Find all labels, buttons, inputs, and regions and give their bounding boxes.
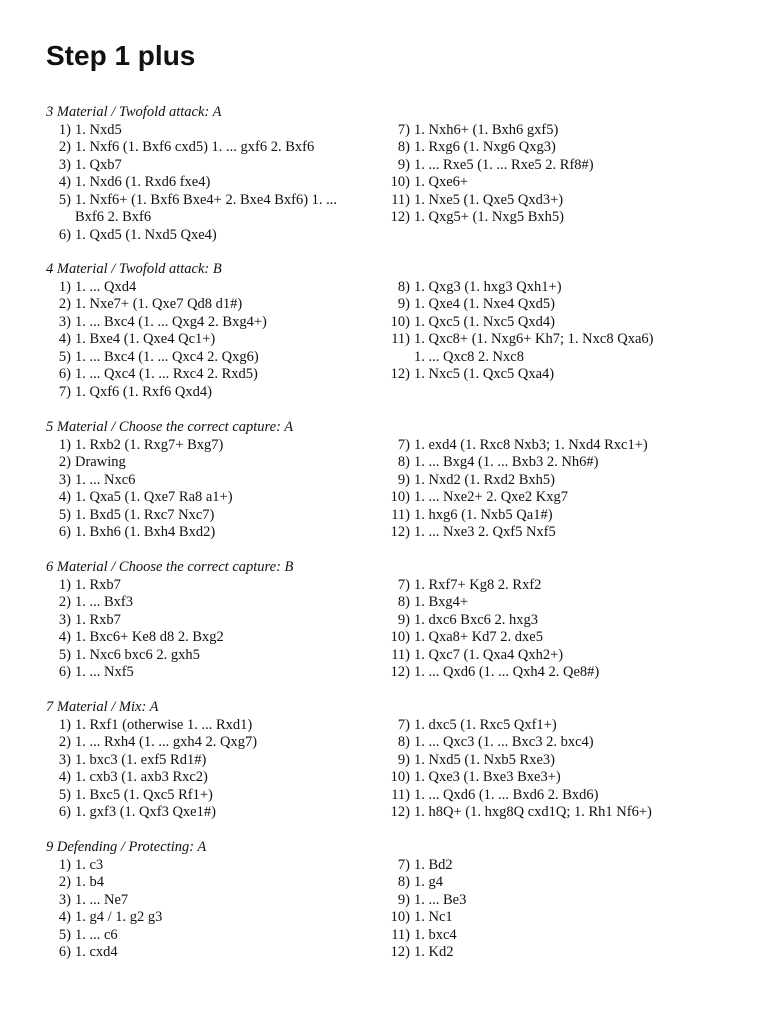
answer-item — [382, 507, 662, 525]
answer-item — [46, 524, 364, 542]
answer-item — [46, 874, 364, 892]
answer-moves: 1. Nxc6 bxc6 2. gxh5 — [75, 646, 200, 663]
answer-moves: 1. ... c6 — [75, 926, 118, 943]
answer-item — [46, 857, 364, 875]
answer-moves: 1. Nxc5 (1. Qxc5 Qxa4) — [414, 366, 555, 382]
answer-number: 6) — [58, 804, 71, 820]
answer-number: 8) — [397, 278, 410, 295]
answer-moves: 1. cxd4 — [75, 944, 118, 960]
answer-moves: 1. Qxa8+ Kd7 2. dxe5 — [414, 629, 543, 645]
answer-moves: 1. ... Be3 — [414, 891, 467, 908]
answer-item — [46, 366, 364, 384]
answer-number: 10) — [390, 909, 410, 925]
answer-moves: 1. Bxe4 (1. Qxe4 Qc1+) — [75, 331, 216, 347]
answer-moves: 1. exd4 (1. Rxc8 Nxb3; 1. Nxd4 Rxc1+) — [414, 436, 648, 453]
answer-item — [382, 489, 662, 507]
answer-number: 12) — [390, 366, 410, 382]
answer-moves: 1. Rxf1 (otherwise 1. ... Rxd1) — [75, 716, 253, 733]
answer-moves: 1. Nxh6+ (1. Bxh6 gxf5) — [414, 121, 559, 138]
answer-number: 6) — [58, 524, 71, 540]
answer-moves: 1. Qxc8+ (1. Nxg6+ Kh7; 1. Nxc8 Qxa6) 1. ... Qxc8 2. Nxc8 — [414, 331, 654, 365]
answer-moves: 1. Qxg5+ (1. Nxg5 Bxh5) — [414, 209, 564, 225]
answer-moves: 1. Bxc5 (1. Qxc5 Rf1+) — [75, 786, 213, 803]
answer-item — [46, 892, 364, 910]
answer-moves: 1. Bxg4+ — [414, 594, 469, 610]
answers-left-column — [46, 717, 376, 822]
answer-number: 11) — [391, 506, 410, 523]
answers-right-column — [382, 437, 722, 542]
answer-number: 2) — [58, 139, 71, 155]
answer-number: 8) — [397, 454, 410, 470]
answer-item — [46, 279, 364, 297]
answer-moves: 1. Qxf6 (1. Rxf6 Qxd4) — [75, 383, 212, 400]
answers-right-column — [382, 577, 722, 682]
answer-item — [382, 174, 662, 192]
answer-item — [46, 927, 364, 945]
answer-number: 3) — [58, 891, 71, 908]
answer-number: 11) — [391, 331, 410, 347]
answer-moves: 1. Qxe4 (1. Nxe4 Qxd5) — [414, 296, 555, 312]
answer-moves: 1. Qxe3 (1. Bxe3 Bxe3+) — [414, 769, 561, 785]
answer-moves: 1. ... Bxc4 (1. ... Qxg4 2. Bxg4+) — [75, 313, 267, 330]
answer-number: 2) — [58, 454, 71, 470]
answer-moves: 1. ... Qxd6 (1. ... Qxh4 2. Qe8#) — [414, 664, 600, 680]
answer-moves: 1. ... Nxe2+ 2. Qxe2 Kxg7 — [414, 489, 568, 505]
answer-item — [382, 664, 662, 682]
answer-item — [46, 664, 364, 682]
answer-item — [46, 752, 364, 770]
answer-item — [46, 769, 364, 787]
answer-item — [46, 296, 364, 314]
answer-item — [382, 472, 662, 490]
answer-number: 9) — [397, 751, 410, 768]
answer-moves: 1. ... Rxh4 (1. ... gxh4 2. Qxg7) — [75, 734, 258, 750]
answer-number: 2) — [58, 734, 71, 750]
page-title: Step 1 plus — [46, 40, 196, 71]
answer-number: 5) — [58, 191, 71, 208]
answers-left-column — [46, 577, 376, 682]
answer-moves: 1. c3 — [75, 856, 104, 873]
answer-number: 9) — [397, 891, 410, 908]
answer-number: 1) — [58, 716, 71, 733]
section-title: 9 Defending / Protecting: A — [46, 839, 207, 855]
answer-item — [46, 909, 364, 927]
answer-number: 1) — [58, 576, 71, 593]
answer-item — [382, 944, 662, 962]
answer-item — [46, 192, 364, 227]
answer-moves: 1. h8Q+ (1. hxg8Q cxd1Q; 1. Rh1 Nf6+) — [414, 804, 652, 820]
answer-item — [46, 314, 364, 332]
answer-item — [382, 892, 662, 910]
answer-item — [382, 857, 662, 875]
answers-left-column — [46, 857, 376, 962]
answer-item — [382, 296, 662, 314]
answer-number: 12) — [390, 524, 410, 540]
answer-number: 3) — [58, 611, 71, 628]
answer-number: 6) — [58, 366, 71, 382]
section-title: 5 Material / Choose the correct capture: A — [46, 419, 294, 435]
answer-moves: 1. Qxd5 (1. Nxd5 Qxe4) — [75, 226, 217, 243]
answer-number: 5) — [58, 506, 71, 523]
answer-item — [382, 787, 662, 805]
answer-item — [46, 384, 364, 402]
answer-moves: 1. Bxc6+ Ke8 d8 2. Bxg2 — [75, 629, 224, 645]
answer-number: 3) — [58, 156, 71, 173]
answer-number: 12) — [390, 209, 410, 225]
answer-item — [46, 157, 364, 175]
answers-right-column — [382, 857, 722, 962]
answer-number: 7) — [397, 436, 410, 453]
answers-left-column — [46, 122, 376, 245]
answer-number: 12) — [390, 664, 410, 680]
answer-number: 1) — [58, 436, 71, 453]
answer-moves: 1. Rxb7 — [75, 611, 121, 628]
section-title: 7 Material / Mix: A — [46, 699, 159, 715]
answer-item — [46, 139, 364, 157]
answer-moves: 1. ... Bxf3 — [75, 594, 133, 610]
answer-item — [382, 594, 662, 612]
answer-number: 10) — [390, 313, 410, 330]
answer-moves: 1. b4 — [75, 874, 104, 890]
answer-moves: 1. Nxf6 (1. Bxf6 cxd5) 1. ... gxf6 2. Bxf6 — [75, 139, 315, 155]
answer-moves: 1. Rxf7+ Kg8 2. Rxf2 — [414, 576, 542, 593]
answer-number: 7) — [397, 576, 410, 593]
answer-number: 10) — [390, 769, 410, 785]
answer-moves: 1. ... Ne7 — [75, 891, 129, 908]
answer-item — [46, 472, 364, 490]
answer-item — [382, 209, 662, 227]
answer-item — [382, 331, 662, 366]
answer-number: 5) — [58, 646, 71, 663]
answer-number: 7) — [397, 121, 410, 138]
answer-item — [382, 909, 662, 927]
answer-number: 4) — [58, 769, 71, 785]
answer-number: 9) — [397, 156, 410, 173]
answer-moves: 1. bxc4 — [414, 926, 457, 943]
answer-moves: 1. Qxc5 (1. Nxc5 Qxd4) — [414, 313, 555, 330]
answer-number: 9) — [397, 471, 410, 488]
answers-right-column — [382, 717, 722, 822]
answer-number: 3) — [58, 313, 71, 330]
answer-number: 2) — [58, 594, 71, 610]
answer-moves: 1. Qxa5 (1. Qxe7 Ra8 a1+) — [75, 489, 233, 505]
answer-moves: 1. ... Qxc3 (1. ... Bxc3 2. bxc4) — [414, 734, 594, 750]
answer-moves: 1. Nxe5 (1. Qxe5 Qxd3+) — [414, 191, 564, 208]
answer-moves: 1. dxc5 (1. Rxc5 Qxf1+) — [414, 716, 557, 733]
answer-moves: 1. ... Qxd6 (1. ... Bxd6 2. Bxd6) — [414, 786, 599, 803]
answer-item — [382, 752, 662, 770]
answer-number: 4) — [58, 174, 71, 190]
answer-moves: 1. dxc6 Bxc6 2. hxg3 — [414, 611, 539, 628]
answer-number: 2) — [58, 296, 71, 312]
section-title: 3 Material / Twofold attack: A — [46, 104, 222, 120]
answer-number: 8) — [397, 594, 410, 610]
section-title: 4 Material / Twofold attack: B — [46, 261, 222, 277]
answer-number: 11) — [391, 191, 410, 208]
answer-number: 4) — [58, 909, 71, 925]
answer-number: 12) — [390, 944, 410, 960]
answer-number: 8) — [397, 734, 410, 750]
answer-item — [382, 577, 662, 595]
answer-item — [46, 804, 364, 822]
answer-item — [46, 944, 364, 962]
answer-moves: 1. Bd2 — [414, 856, 453, 873]
section-title: 6 Material / Choose the correct capture: B — [46, 559, 294, 575]
answer-number: 2) — [58, 874, 71, 890]
answer-item — [46, 349, 364, 367]
answer-moves: 1. g4 / 1. g2 g3 — [75, 909, 163, 925]
answer-moves: 1. ... Qxc4 (1. ... Rxc4 2. Rxd5) — [75, 366, 258, 382]
answer-number: 1) — [58, 278, 71, 295]
answer-moves: 1. gxf3 (1. Qxf3 Qxe1#) — [75, 804, 216, 820]
answer-number: 8) — [397, 874, 410, 890]
answer-item — [382, 122, 662, 140]
answer-item — [382, 804, 662, 822]
answer-moves: 1. Rxb2 (1. Rxg7+ Bxg7) — [75, 436, 224, 453]
answer-moves: 1. Rxb7 — [75, 576, 121, 593]
answer-item — [46, 331, 364, 349]
answer-item — [46, 122, 364, 140]
answer-moves: 1. Nxd6 (1. Rxd6 fxe4) — [75, 174, 211, 190]
answer-moves: 1. ... Nxf5 — [75, 664, 134, 680]
answer-number: 5) — [58, 926, 71, 943]
answer-moves: 1. Rxg6 (1. Nxg6 Qxg3) — [414, 139, 556, 155]
answer-moves: 1. ... Nxc6 — [75, 471, 136, 488]
answer-number: 11) — [391, 646, 410, 663]
answer-number: 3) — [58, 751, 71, 768]
answer-number: 4) — [58, 489, 71, 505]
answer-number: 10) — [390, 629, 410, 645]
answer-item — [382, 157, 662, 175]
answer-item — [382, 612, 662, 630]
answer-number: 11) — [391, 786, 410, 803]
answer-item — [382, 437, 662, 455]
answer-item — [46, 787, 364, 805]
answer-number: 3) — [58, 471, 71, 488]
answer-number: 7) — [397, 716, 410, 733]
answer-moves: 1. Nxe7+ (1. Qxe7 Qd8 d1#) — [75, 296, 243, 312]
answer-item — [46, 489, 364, 507]
answer-moves: 1. hxg6 (1. Nxb5 Qa1#) — [414, 506, 553, 523]
answer-item — [382, 524, 662, 542]
answer-item — [46, 174, 364, 192]
answer-number: 9) — [397, 611, 410, 628]
answer-number: 10) — [390, 174, 410, 190]
answer-item — [46, 647, 364, 665]
answer-number: 12) — [390, 804, 410, 820]
answer-moves: 1. Nc1 — [414, 909, 453, 925]
answer-moves: 1. bxc3 (1. exf5 Rd1#) — [75, 751, 207, 768]
answer-item — [46, 629, 364, 647]
answer-number: 5) — [58, 348, 71, 365]
answer-number: 1) — [58, 856, 71, 873]
answer-moves: Drawing — [75, 454, 126, 470]
answer-item — [46, 227, 364, 245]
answer-item — [382, 279, 662, 297]
answer-item — [382, 454, 662, 472]
answer-number: 7) — [58, 383, 71, 400]
answer-number: 8) — [397, 139, 410, 155]
answer-moves: 1. Bxd5 (1. Rxc7 Nxc7) — [75, 506, 215, 523]
answer-item — [382, 366, 662, 384]
answer-moves: 1. Qxg3 (1. hxg3 Qxh1+) — [414, 278, 562, 295]
answer-item — [46, 577, 364, 595]
answer-moves: 1. Qxe6+ — [414, 174, 469, 190]
answer-number: 4) — [58, 331, 71, 347]
answer-moves: 1. ... Nxe3 2. Qxf5 Nxf5 — [414, 524, 556, 540]
answer-moves: 1. ... Bxg4 (1. ... Bxb3 2. Nh6#) — [414, 454, 599, 470]
answer-moves: 1. Qxc7 (1. Qxa4 Qxh2+) — [414, 646, 564, 663]
answer-item — [46, 734, 364, 752]
answer-moves: 1. Nxd2 (1. Rxd2 Bxh5) — [414, 471, 555, 488]
answers-right-column — [382, 122, 722, 227]
answer-item — [382, 192, 662, 210]
answer-item — [46, 612, 364, 630]
answer-number: 4) — [58, 629, 71, 645]
answer-number: 10) — [390, 489, 410, 505]
answer-item — [46, 507, 364, 525]
answer-moves: 1. Bxh6 (1. Bxh4 Bxd2) — [75, 524, 216, 540]
answer-number: 7) — [397, 856, 410, 873]
answer-moves: 1. Nxd5 — [75, 121, 122, 138]
answer-number: 11) — [391, 926, 410, 943]
answer-number: 6) — [58, 664, 71, 680]
answer-moves: 1. Qxb7 — [75, 156, 122, 173]
answer-moves: 1. Nxf6+ (1. Bxf6 Bxe4+ 2. Bxe4 Bxf6) 1. ... Bxf6 2. Bxf6 — [75, 191, 338, 225]
answer-number: 6) — [58, 944, 71, 960]
answer-item — [382, 769, 662, 787]
answer-number: 9) — [397, 296, 410, 312]
answers-left-column — [46, 437, 376, 542]
answer-item — [382, 139, 662, 157]
answer-moves: 1. cxb3 (1. axb3 Rxc2) — [75, 769, 208, 785]
answer-moves: 1. ... Bxc4 (1. ... Qxc4 2. Qxg6) — [75, 348, 259, 365]
answer-item — [46, 454, 364, 472]
answer-moves: 1. ... Rxe5 (1. ... Rxe5 2. Rf8#) — [414, 156, 594, 173]
answer-item — [46, 717, 364, 735]
answer-item — [382, 717, 662, 735]
answer-moves: 1. g4 — [414, 874, 443, 890]
answer-moves: 1. Kd2 — [414, 944, 454, 960]
answers-right-column — [382, 279, 722, 384]
answer-item — [382, 927, 662, 945]
answer-item — [46, 594, 364, 612]
answer-item — [382, 734, 662, 752]
answers-left-column — [46, 279, 376, 402]
answer-item — [46, 437, 364, 455]
answer-number: 6) — [58, 226, 71, 243]
answer-item — [382, 314, 662, 332]
answer-item — [382, 647, 662, 665]
answer-moves: 1. Nxd5 (1. Nxb5 Rxe3) — [414, 751, 555, 768]
answer-item — [382, 874, 662, 892]
answer-number: 5) — [58, 786, 71, 803]
answer-moves: 1. ... Qxd4 — [75, 278, 137, 295]
answer-number: 1) — [58, 121, 71, 138]
answer-item — [382, 629, 662, 647]
